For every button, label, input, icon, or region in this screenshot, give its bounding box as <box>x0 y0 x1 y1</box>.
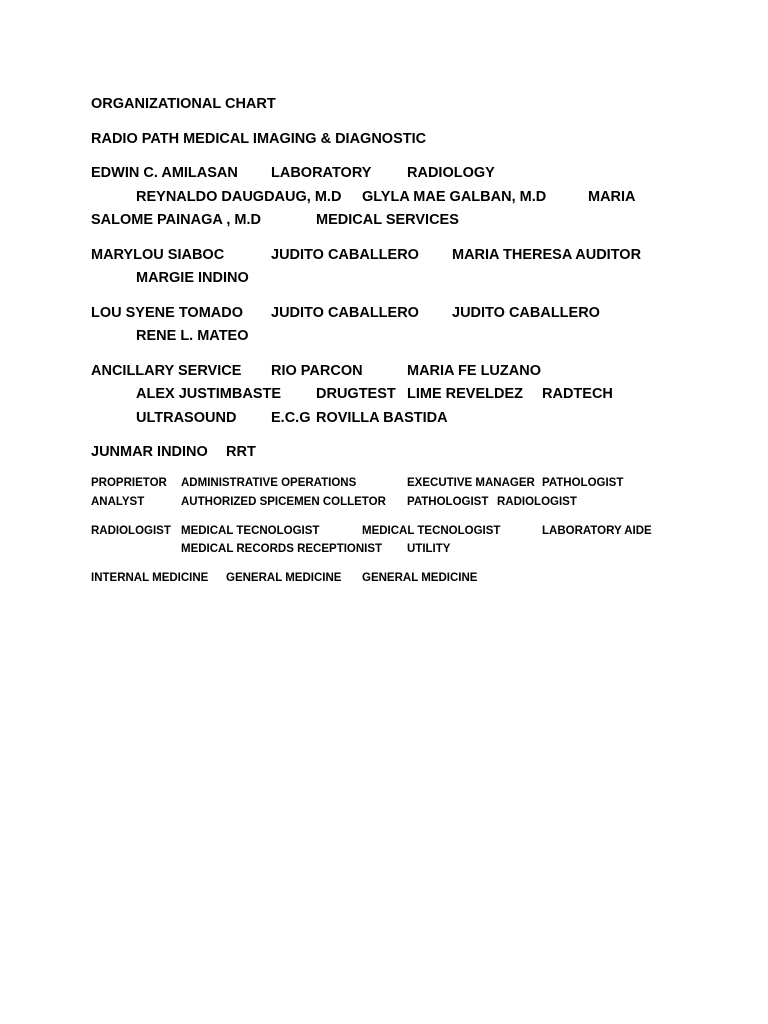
dept-radiology: RADIOLOGY <box>407 165 495 181</box>
role-exec-manager: EXECUTIVE MANAGER <box>407 477 535 489</box>
name-rene: RENE L. MATEO <box>136 328 249 344</box>
name-junmar: JUNMAR INDINO <box>91 444 208 460</box>
role-pathologist-2: PATHOLOGIST <box>407 496 489 508</box>
name-maria-theresa: MARIA THERESA AUDITOR <box>452 247 642 263</box>
role-pathologist: PATHOLOGIST <box>542 477 624 489</box>
role-med-tech-1: MEDICAL TECNOLOGIST <box>181 525 320 537</box>
name-rovilla: ROVILLA BASTIDA <box>316 410 448 426</box>
name-margie: MARGIE INDINO <box>136 270 249 286</box>
dept-rrt: RRT <box>226 444 256 460</box>
name-rio: RIO PARCON <box>271 363 363 379</box>
dept-ultrasound: ULTRASOUND <box>136 410 237 426</box>
name-judito-3: JUDITO CABALLERO <box>452 305 600 321</box>
dept-ancillary: ANCILLARY SERVICE <box>91 363 242 379</box>
role-radiologist: RADIOLOGIST <box>497 496 577 508</box>
role-proprietor: PROPRIETOR <box>91 477 167 489</box>
name-alex: ALEX JUSTIMBASTE <box>136 386 282 402</box>
dept-radtech: RADTECH <box>542 386 613 402</box>
name-lou: LOU SYENE TOMADO <box>91 305 243 321</box>
name-judito-2: JUDITO CABALLERO <box>271 305 419 321</box>
role-admin-ops: ADMINISTRATIVE OPERATIONS <box>181 477 357 489</box>
name-edwin: EDWIN C. AMILASAN <box>91 165 238 181</box>
dept-drugtest: DRUGTEST <box>316 386 396 402</box>
role-general-medicine-1: GENERAL MEDICINE <box>226 572 342 584</box>
role-general-medicine-2: GENERAL MEDICINE <box>362 572 478 584</box>
dept-ecg: E.C.G <box>271 410 311 426</box>
name-glyla: GLYLA MAE GALBAN, M.D <box>362 189 547 205</box>
role-internal-medicine: INTERNAL MEDICINE <box>91 572 209 584</box>
name-salome: SALOME PAINAGA , M.D <box>91 212 261 228</box>
name-lime: LIME REVELDEZ <box>407 386 524 402</box>
role-med-records: MEDICAL RECORDS RECEPTIONIST <box>181 543 383 555</box>
role-utility: UTILITY <box>407 543 451 555</box>
name-marylou: MARYLOU SIABOC <box>91 247 225 263</box>
role-radiologist-2: RADIOLOGIST <box>91 525 171 537</box>
role-analyst: ANALYST <box>91 496 145 508</box>
name-maria: MARIA <box>588 189 636 205</box>
company-name: RADIO PATH MEDICAL IMAGING & DIAGNOSTIC <box>91 131 427 147</box>
role-med-tech-2: MEDICAL TECNOLOGIST <box>362 525 501 537</box>
role-authorized-collector: AUTHORIZED SPICEMEN COLLETOR <box>181 496 386 508</box>
name-maria-fe: MARIA FE LUZANO <box>407 363 541 379</box>
role-lab-aide: LABORATORY AIDE <box>542 525 652 537</box>
name-reynaldo: REYNALDO DAUGDAUG, M.D <box>136 189 342 205</box>
doc-title: ORGANIZATIONAL CHART <box>91 96 276 112</box>
dept-medical-services: MEDICAL SERVICES <box>316 212 459 228</box>
name-judito: JUDITO CABALLERO <box>271 247 419 263</box>
dept-laboratory: LABORATORY <box>271 165 372 181</box>
